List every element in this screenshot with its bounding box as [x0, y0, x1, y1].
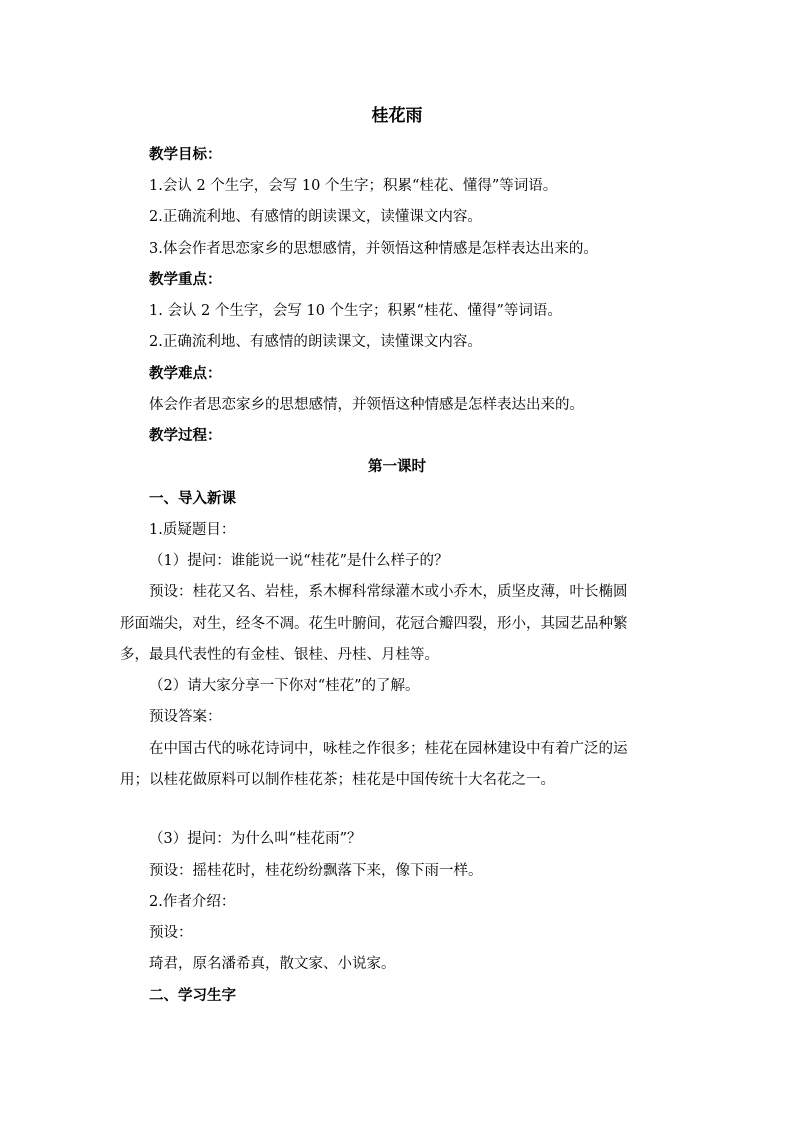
lesson-title: 第一课时 — [368, 458, 426, 475]
objectives-heading: 教学目标： — [149, 146, 222, 163]
section-2-heading: 二、学习生字 — [149, 987, 236, 1004]
section-1-item-2: 2.作者介绍： — [149, 894, 236, 910]
answer-1-line-1: 预设：桂花又名、岩桂，系木樨科常绿灌木或小乔木，质坚皮薄，叶长椭圆 — [149, 584, 628, 600]
answer-4: 琦君，原名潘希真，散文家、小说家。 — [149, 956, 396, 972]
question-2: （2）请大家分享一下你对“桂花”的了解。 — [149, 678, 420, 694]
section-1-item-1: 1.质疑题目： — [149, 522, 236, 538]
answer-2-label: 预设答案： — [149, 709, 222, 725]
answer-1-line-2: 形面端尖，对生，经冬不凋。花生叶腑间，花冠合瓣四裂，形小，其园艺品种繁 — [120, 616, 628, 632]
answer-1-line-3: 多，最具代表性的有金桂、银桂、丹桂、月桂等。 — [120, 647, 439, 663]
objective-item-2: 2.正确流利地、有感情的朗读课文，读懂课文内容。 — [149, 209, 482, 225]
answer-2-line-2: 用；以桂花做原料可以制作桂花茶；桂花是中国传统十大名花之一。 — [120, 772, 555, 788]
key-point-item-2: 2.正确流利地、有感情的朗读课文，读懂课文内容。 — [149, 334, 482, 350]
difficulties-text: 体会作者思恋家乡的思想感情，并领悟这种情感是怎样表达出来的。 — [149, 397, 584, 413]
process-heading: 教学过程： — [149, 427, 222, 444]
document-title: 桂花雨 — [371, 106, 423, 126]
key-points-heading: 教学重点： — [149, 271, 222, 288]
question-1: （1）提问：谁能说一说“桂花”是什么样子的？ — [149, 553, 449, 569]
question-3: （3）提问：为什么叫“桂花雨”？ — [149, 831, 362, 847]
difficulties-heading: 教学难点： — [149, 365, 222, 382]
answer-4-label: 预设： — [149, 925, 193, 941]
section-1-heading: 一、导入新课 — [149, 490, 236, 507]
objective-item-1: 1.会认 2 个生字，会写 10 个生字；积累“桂花、懂得”等词语。 — [149, 178, 558, 194]
answer-3: 预设：摇桂花时，桂花纷纷飘落下来，像下雨一样。 — [149, 863, 483, 879]
objective-item-3: 3.体会作者思恋家乡的思想感情，并领悟这种情感是怎样表达出来的。 — [149, 241, 598, 257]
key-point-item-1: 1. 会认 2 个生字，会写 10 个生字；积累“桂花、懂得”等词语。 — [149, 303, 562, 319]
answer-2-line-1: 在中国古代的咏花诗词中，咏桂之作很多；桂花在园林建设中有着广泛的运 — [149, 741, 628, 757]
